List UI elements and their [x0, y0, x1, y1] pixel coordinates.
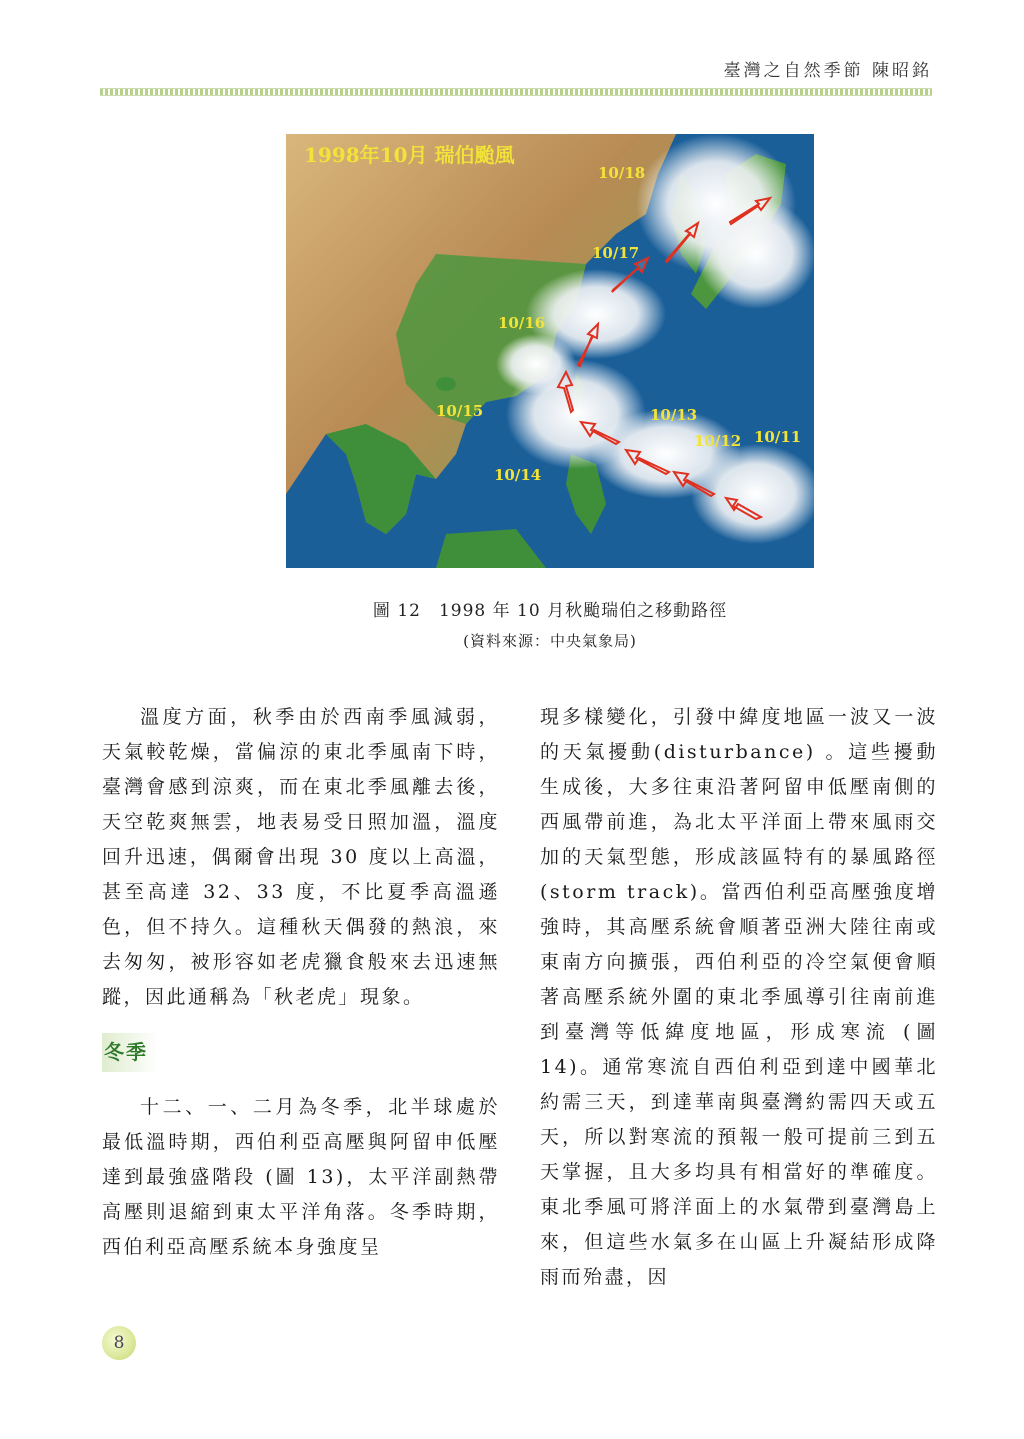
hainan — [436, 377, 456, 391]
header-rule — [100, 88, 932, 96]
paragraph-autumn-temperature: 溫度方面，秋季由於西南季風減弱，天氣較乾燥，當偏涼的東北季風南下時，臺灣會感到涼爽，而在東北季風離去後，天空乾爽無雲，地表易受日照加溫，溫度回升迅速，偶爾會出現 30 度以上高溫，甚至高達 32、33 度，不比夏季高溫遜色，但不持久。這種秋天偶發的熱浪，來去匆匆，被形容如老虎獵食般來去迅速無蹤，因此通稱為「秋老虎」現象。 — [102, 706, 500, 1008]
date-label: 10/11 — [754, 428, 802, 446]
date-label: 10/18 — [598, 164, 646, 182]
date-label: 10/12 — [694, 432, 742, 450]
date-label: 10/15 — [436, 402, 484, 420]
typhoon-satellite-map — [286, 134, 814, 568]
right-column — [540, 700, 938, 1295]
paragraph-winter: 十二、一、二月為冬季，北半球處於最低溫時期，西伯利亞高壓與阿留申低壓達到最強盛階段 (圖 13)，太平洋副熱帶高壓則退縮到東太平洋角落。冬季時期，西伯利亞高壓系統本身強度呈 — [102, 1096, 500, 1258]
section-title-winter: 冬季 — [102, 1033, 158, 1072]
date-label: 10/14 — [494, 466, 542, 484]
page-number: 8 — [102, 1326, 136, 1360]
figure-caption: 圖 12 1998 年 10 月秋颱瑞伯之移動路徑 — [372, 601, 728, 621]
paragraph-winter-continued: 現多樣變化，引發中緯度地區一波又一波的天氣擾動(disturbance) 。這些擾動生成後，大多往東沿著阿留申低壓南側的西風帶前進，為北太平洋面上帶來風雨交加的天氣型態，形成該區特有的暴風路徑(storm track)。當西伯利亞高壓強度增強時，其高壓系統會順著亞洲大陸往南或東南方向擴張，西伯利亞的冷空氣便會順著高壓系統外圍的東北季風導引往南前進到臺灣等低緯度地區，形成寒流 (圖 14)。通常寒流自西伯利亞到達中國華北約需三天，到達華南與臺灣約需四天或五天，所以對寒流的預報一般可提前三到五天掌握，且大多均具有相當好的準確度。東北季風可將洋面上的水氣帶到臺灣島上來，但這些水氣多在山區上升凝結形成降雨而殆盡，因 — [540, 706, 938, 1288]
cloud-mass — [696, 199, 814, 309]
date-label: 10/17 — [592, 244, 640, 262]
figure-source: (資料來源：中央氣象局) — [463, 632, 637, 650]
running-header: 臺灣之自然季節 陳昭銘 — [723, 61, 932, 81]
map-title: 1998年10月 瑞伯颱風 — [304, 143, 515, 167]
date-label: 10/16 — [498, 314, 546, 332]
left-column — [102, 700, 500, 1265]
date-label: 10/13 — [650, 406, 698, 424]
